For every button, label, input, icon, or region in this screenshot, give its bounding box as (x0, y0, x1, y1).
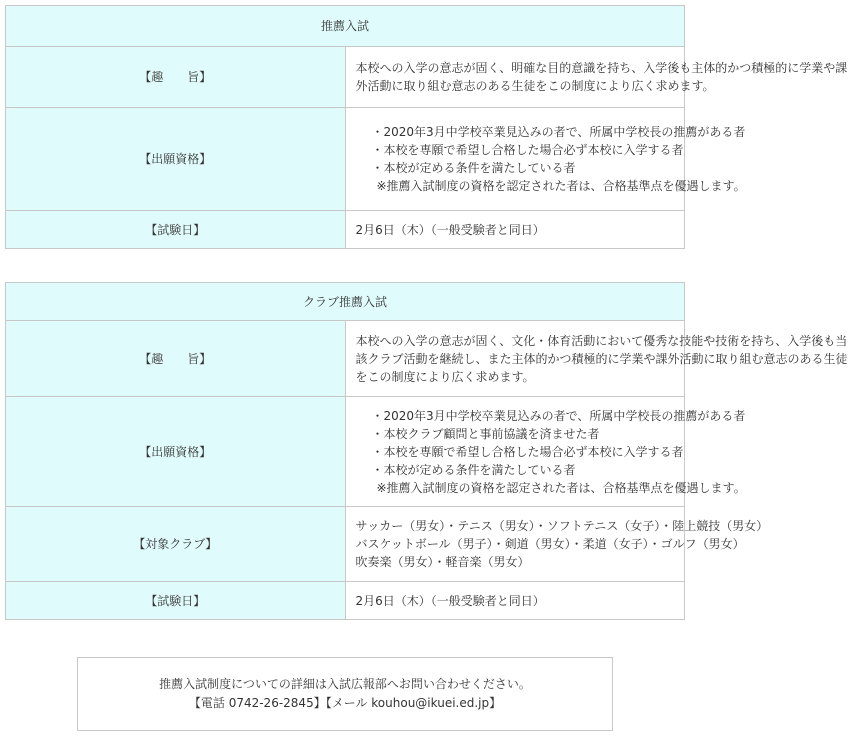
club-purpose-line: 該クラブ活動を継続し、また主体的かつ積極的に学業や課外活動に取り組む意志のある生徒 (355, 351, 848, 366)
exam-date-content (345, 211, 685, 249)
contact-details: 【電話 0742-26-2845】【メール kouhou@ikuei.ed.jp】 (188, 696, 502, 710)
target-clubs-line: バスケットボール（男子）・剣道（男女）・柔道（女子）・ゴルフ（男女） (355, 537, 745, 551)
club-eligibility-item: ・本校クラブ顧問と事前協議を済ませた者 (371, 426, 600, 441)
target-clubs-content (345, 507, 769, 582)
purpose-label: 【趣 旨】 (6, 47, 346, 108)
exam-date-value: 2月6日（木）（一般受験者と同日） (355, 222, 545, 237)
contact-info-box (77, 657, 613, 731)
eligibility-item: ・本校を専願で希望し合格した場合必ず本校に入学する者 (371, 143, 684, 157)
club-eligibility-item: ・本校を専願で希望し合格した場合必ず本校に入学する者 (371, 444, 684, 459)
target-clubs-line: 吹奏楽（男女）・軽音楽（男女） (355, 555, 530, 569)
recommendation-exam-title: 推薦入試 (6, 6, 685, 47)
purpose-line: 外活動に取り組む意志のある生徒をこの制度により広く求めます。 (355, 79, 715, 93)
club-eligibility-item: ・2020年3月中学校卒業見込みの者で、所属中学校長の推薦がある者 (371, 408, 746, 423)
recommendation-exam-table (5, 5, 848, 249)
club-eligibility-label: 【出願資格】 (6, 397, 346, 507)
club-exam-date-content (345, 582, 685, 620)
club-eligibility-note: ※推薦入試制度の資格を認定された者は、合格基準点を優遇します。 (376, 480, 746, 495)
eligibility-content (345, 108, 746, 211)
eligibility-item: ・本校が定める条件を満たしている者 (371, 161, 576, 175)
club-exam-title: クラブ推薦入試 (6, 283, 685, 321)
club-exam-date-value: 2月6日（木）（一般受験者と同日） (355, 593, 545, 608)
purpose-line: 本校への入学の意志が固く、明確な目的意識を持ち、入学後も主体的かつ積極的に学業や課 (355, 61, 848, 75)
club-exam-date-label: 【試験日】 (6, 582, 346, 620)
club-purpose-label: 【趣 旨】 (6, 321, 346, 397)
club-purpose-line: 本校への入学の意志が固く、文化・体育活動において優秀な技能や技術を持ち、入学後も当 (355, 333, 848, 348)
club-recommendation-exam-table (5, 282, 848, 620)
exam-date-label: 【試験日】 (6, 211, 346, 249)
club-eligibility-item: ・本校が定める条件を満たしている者 (371, 462, 576, 477)
target-clubs-label: 【対象クラブ】 (6, 507, 346, 582)
club-purpose-content (345, 321, 848, 397)
eligibility-item: ・2020年3月中学校卒業見込みの者で、所属中学校長の推薦がある者 (371, 125, 746, 139)
purpose-content (345, 47, 848, 108)
contact-message: 推薦入試制度についての詳細は入試広報部へお問い合わせください。 (159, 677, 531, 691)
eligibility-label: 【出願資格】 (6, 108, 346, 211)
eligibility-note: ※推薦入試制度の資格を認定された者は、合格基準点を優遇します。 (376, 179, 746, 193)
club-purpose-line: をこの制度により広く求めます。 (355, 369, 535, 384)
target-clubs-line: サッカー（男女）・テニス（男女）・ソフトテニス（女子）・陸上競技（男女） (355, 519, 769, 533)
club-eligibility-content (345, 397, 746, 507)
